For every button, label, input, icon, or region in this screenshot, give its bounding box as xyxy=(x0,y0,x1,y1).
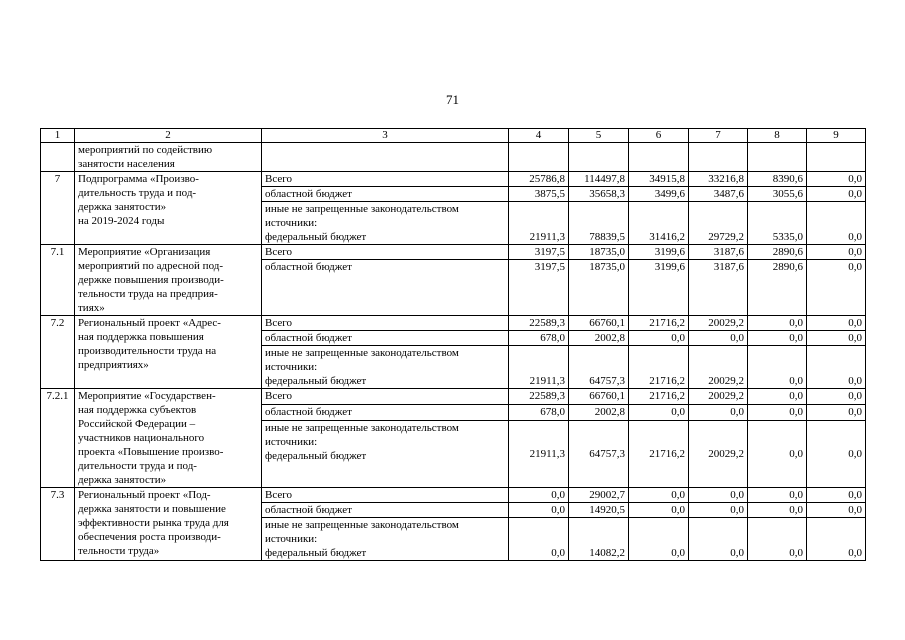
item-name: Мероприятие «Государствен- ная поддержка субъектов Российской Федерации – участников национального проекта «Повышение произво- дительности труда и под- держка занятости» xyxy=(75,389,262,488)
funding-source: областной бюджет xyxy=(262,187,509,202)
value-cell xyxy=(629,143,689,172)
funding-source: областной бюджет xyxy=(262,404,509,420)
value-cell: 0,0 xyxy=(689,488,748,503)
column-number: 5 xyxy=(569,129,629,143)
value-cell: 0,0 xyxy=(807,503,866,518)
value-cell: 20029,2 xyxy=(689,346,748,389)
value-cell: 0,0 xyxy=(689,404,748,420)
value-cell: 20029,2 xyxy=(689,316,748,331)
value-cell: 0,0 xyxy=(748,404,807,420)
value-cell: 0,0 xyxy=(509,518,569,561)
value-cell: 0,0 xyxy=(748,389,807,405)
value-cell: 0,0 xyxy=(807,260,866,316)
value-cell: 21716,2 xyxy=(629,316,689,331)
value-cell: 0,0 xyxy=(689,503,748,518)
value-cell: 3187,6 xyxy=(689,245,748,260)
value-cell: 31416,2 xyxy=(629,202,689,245)
item-name: Региональный проект «Адрес- ная поддержка повышения производительности труда на предприятиях» xyxy=(75,316,262,389)
value-cell: 3199,6 xyxy=(629,260,689,316)
column-number: 9 xyxy=(807,129,866,143)
value-cell: 0,0 xyxy=(689,331,748,346)
value-cell: 25786,8 xyxy=(509,172,569,187)
table-row xyxy=(41,389,866,405)
value-cell: 8390,6 xyxy=(748,172,807,187)
column-number: 4 xyxy=(509,129,569,143)
table-row xyxy=(41,316,866,331)
value-cell: 3187,6 xyxy=(689,260,748,316)
value-cell: 66760,1 xyxy=(569,389,629,405)
value-cell: 0,0 xyxy=(689,518,748,561)
value-cell: 21911,3 xyxy=(509,202,569,245)
value-cell: 66760,1 xyxy=(569,316,629,331)
value-cell: 3197,5 xyxy=(509,260,569,316)
value-cell: 0,0 xyxy=(807,316,866,331)
item-name: мероприятий по содействию занятости населения xyxy=(75,143,262,172)
funding-source: иные не запрещенные законодательством источники: федеральный бюджет xyxy=(262,202,509,245)
continuation-row xyxy=(41,143,866,172)
column-number: 3 xyxy=(262,129,509,143)
value-cell: 64757,3 xyxy=(569,420,629,487)
value-cell: 0,0 xyxy=(807,245,866,260)
value-cell: 2002,8 xyxy=(569,404,629,420)
value-cell: 3499,6 xyxy=(629,187,689,202)
value-cell: 3197,5 xyxy=(509,245,569,260)
value-cell: 21911,3 xyxy=(509,420,569,487)
value-cell: 78839,5 xyxy=(569,202,629,245)
column-number: 7 xyxy=(689,129,748,143)
item-number: 7.2 xyxy=(41,316,75,389)
source-cell xyxy=(262,143,509,172)
item-name: Региональный проект «Под- держка занятости и повышение эффективности рынка труда для обеспечения роста производи- тельности труда» xyxy=(75,488,262,561)
value-cell: 2002,8 xyxy=(569,331,629,346)
item-number: 7.3 xyxy=(41,488,75,561)
value-cell: 18735,0 xyxy=(569,245,629,260)
value-cell: 34915,8 xyxy=(629,172,689,187)
funding-source: областной бюджет xyxy=(262,503,509,518)
value-cell: 0,0 xyxy=(629,488,689,503)
value-cell: 20029,2 xyxy=(689,420,748,487)
value-cell: 20029,2 xyxy=(689,389,748,405)
item-number: 7.2.1 xyxy=(41,389,75,488)
value-cell: 0,0 xyxy=(629,503,689,518)
value-cell: 0,0 xyxy=(748,331,807,346)
value-cell: 0,0 xyxy=(807,389,866,405)
value-cell: 0,0 xyxy=(509,503,569,518)
value-cell: 0,0 xyxy=(748,316,807,331)
value-cell: 3199,6 xyxy=(629,245,689,260)
value-cell: 678,0 xyxy=(509,404,569,420)
value-cell: 3487,6 xyxy=(689,187,748,202)
table-row xyxy=(41,245,866,260)
value-cell: 0,0 xyxy=(807,346,866,389)
budget-table xyxy=(40,128,866,561)
value-cell: 21716,2 xyxy=(629,346,689,389)
value-cell xyxy=(569,143,629,172)
value-cell: 0,0 xyxy=(807,488,866,503)
value-cell: 0,0 xyxy=(748,346,807,389)
value-cell xyxy=(807,143,866,172)
funding-source: Всего xyxy=(262,245,509,260)
funding-source: Всего xyxy=(262,389,509,405)
value-cell: 22589,3 xyxy=(509,389,569,405)
value-cell: 0,0 xyxy=(748,503,807,518)
funding-source: иные не запрещенные законодательством источники: федеральный бюджет xyxy=(262,346,509,389)
value-cell: 0,0 xyxy=(629,518,689,561)
value-cell: 18735,0 xyxy=(569,260,629,316)
value-cell: 0,0 xyxy=(807,202,866,245)
value-cell: 114497,8 xyxy=(569,172,629,187)
value-cell: 14920,5 xyxy=(569,503,629,518)
value-cell: 0,0 xyxy=(807,404,866,420)
value-cell: 0,0 xyxy=(807,518,866,561)
value-cell: 3055,6 xyxy=(748,187,807,202)
value-cell xyxy=(748,143,807,172)
column-number: 8 xyxy=(748,129,807,143)
value-cell: 14082,2 xyxy=(569,518,629,561)
value-cell: 0,0 xyxy=(807,331,866,346)
value-cell: 0,0 xyxy=(748,488,807,503)
item-name: Мероприятие «Организация мероприятий по адресной под- держке повышения производи- тельности труда на предприя- тиях» xyxy=(75,245,262,316)
value-cell: 5335,0 xyxy=(748,202,807,245)
value-cell: 0,0 xyxy=(807,172,866,187)
item-number: 7.1 xyxy=(41,245,75,316)
value-cell: 0,0 xyxy=(807,187,866,202)
value-cell: 21716,2 xyxy=(629,389,689,405)
funding-source: Всего xyxy=(262,316,509,331)
value-cell: 2890,6 xyxy=(748,260,807,316)
value-cell: 33216,8 xyxy=(689,172,748,187)
value-cell: 0,0 xyxy=(629,331,689,346)
value-cell: 0,0 xyxy=(509,488,569,503)
value-cell xyxy=(689,143,748,172)
funding-source: областной бюджет xyxy=(262,260,509,316)
value-cell: 21911,3 xyxy=(509,346,569,389)
value-cell: 678,0 xyxy=(509,331,569,346)
table-row xyxy=(41,488,866,503)
funding-source: Всего xyxy=(262,172,509,187)
funding-source: иные не запрещенные законодательством источники: федеральный бюджет xyxy=(262,518,509,561)
item-name: Подпрограмма «Произво- дительность труда и под- держка занятости» на 2019-2024 годы xyxy=(75,172,262,245)
value-cell xyxy=(509,143,569,172)
value-cell: 0,0 xyxy=(748,518,807,561)
item-number: 7 xyxy=(41,172,75,245)
column-number: 2 xyxy=(75,129,262,143)
funding-source: областной бюджет xyxy=(262,331,509,346)
funding-source: иные не запрещенные законодательством источники: федеральный бюджет xyxy=(262,420,509,487)
item-number xyxy=(41,143,75,172)
value-cell: 0,0 xyxy=(807,420,866,487)
value-cell: 2890,6 xyxy=(748,245,807,260)
column-number-row xyxy=(41,129,866,143)
value-cell: 3875,5 xyxy=(509,187,569,202)
value-cell: 21716,2 xyxy=(629,420,689,487)
value-cell: 29002,7 xyxy=(569,488,629,503)
page-number: 71 xyxy=(446,92,459,107)
funding-source: Всего xyxy=(262,488,509,503)
value-cell: 0,0 xyxy=(748,420,807,487)
table-row xyxy=(41,172,866,187)
value-cell: 29729,2 xyxy=(689,202,748,245)
column-number: 1 xyxy=(41,129,75,143)
value-cell: 22589,3 xyxy=(509,316,569,331)
value-cell: 64757,3 xyxy=(569,346,629,389)
value-cell: 0,0 xyxy=(629,404,689,420)
column-number: 6 xyxy=(629,129,689,143)
value-cell: 35658,3 xyxy=(569,187,629,202)
